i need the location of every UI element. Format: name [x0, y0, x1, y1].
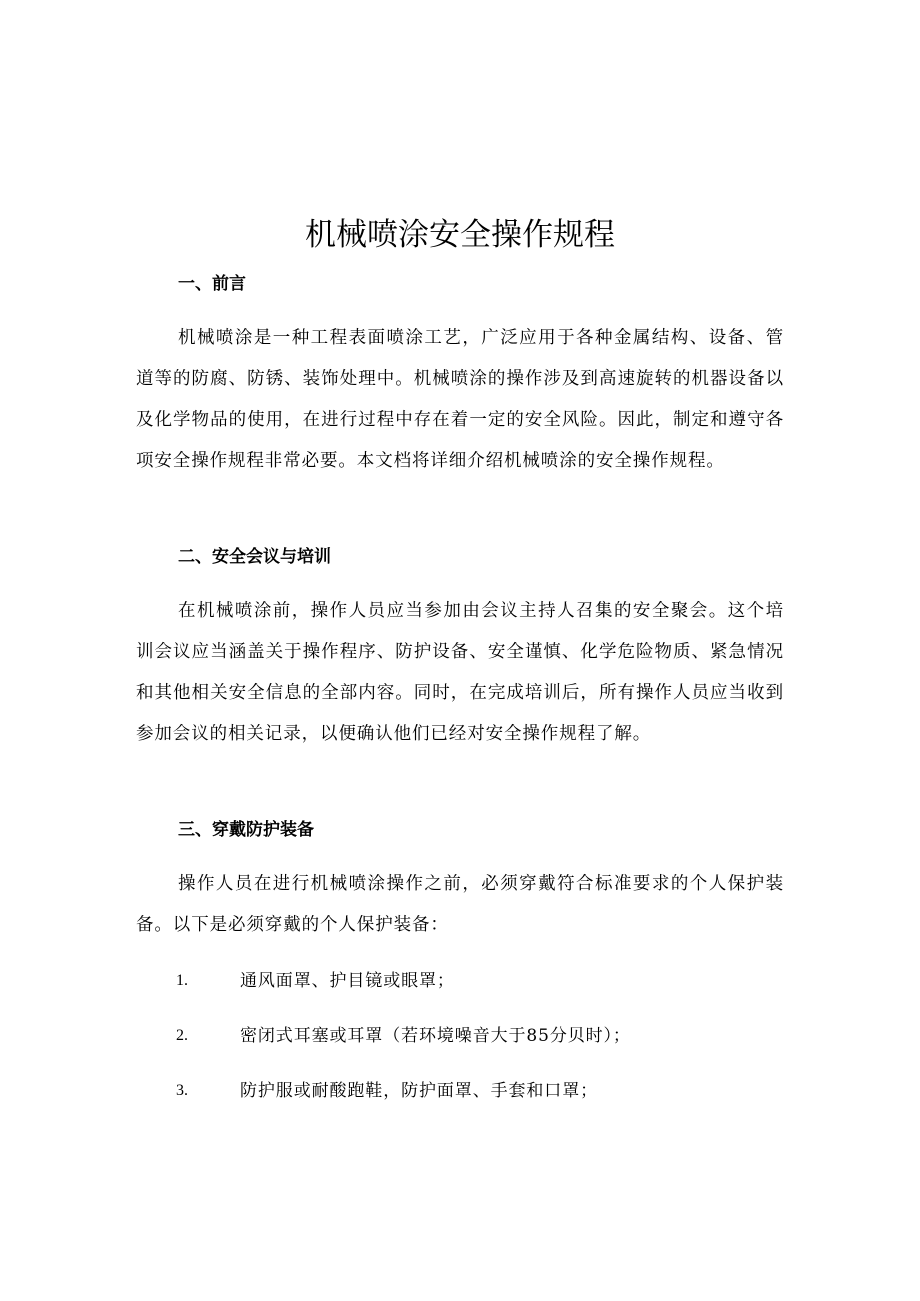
- list-item-number: 1.: [176, 972, 188, 989]
- section-heading-protective-gear: 三、穿戴防护装备: [178, 820, 314, 840]
- list-item-text: 通风面罩、护目镜或眼罩；: [240, 971, 455, 991]
- list-item-text: 防护服或耐酸跑鞋，防护面罩、手套和口罩；: [240, 1081, 598, 1101]
- list-item-text: 密闭式耳塞或耳罩（若环境噪音大于85分贝时）；: [240, 1026, 631, 1046]
- section-heading-training: 二、安全会议与培训: [178, 547, 331, 567]
- section-paragraph-training: 在机械喷涂前，操作人员应当参加由会议主持人召集的安全聚会。这个培训会议应当涵盖关于操作程序、防护设备、安全谨慎、化学危险物质、紧急情况和其他相关安全信息的全部内容。同时，在完成培训后，所有操作人员应当收到参加会议的相关记录，以便确认他们已经对安全操作规程了解。: [136, 601, 784, 744]
- section-paragraph-protective-gear: 操作人员在进行机械喷涂操作之前，必须穿戴符合标准要求的个人保护装备。以下是必须穿戴的个人保护装备：: [136, 874, 784, 935]
- section-heading-preface: 一、前言: [178, 274, 246, 294]
- list-item: [176, 966, 776, 996]
- list-item: [176, 1021, 776, 1051]
- document-title: 机械喷涂安全操作规程: [305, 217, 615, 253]
- list-item-number: 3.: [176, 1082, 188, 1099]
- list-item: [176, 1076, 776, 1106]
- list-item-number: 2.: [176, 1027, 188, 1044]
- section-paragraph-preface: 机械喷涂是一种工程表面喷涂工艺，广泛应用于各种金属结构、设备、管道等的防腐、防锈、装饰处理中。机械喷涂的操作涉及到高速旋转的机器设备以及化学物品的使用，在进行过程中存在着一定的安全风险。因此，制定和遵守各项安全操作规程非常必要。本文档将详细介绍机械喷涂的安全操作规程。: [136, 328, 784, 471]
